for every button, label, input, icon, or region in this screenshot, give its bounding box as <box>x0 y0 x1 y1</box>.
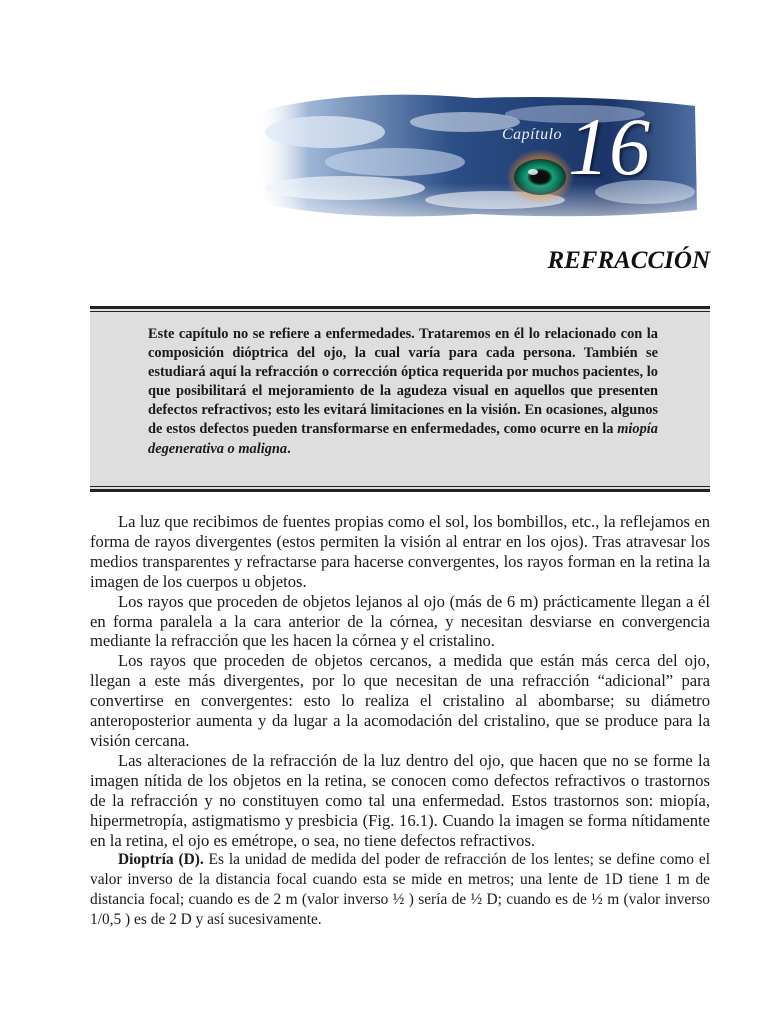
definition-paragraph <box>90 850 710 930</box>
chapter-number: 16 <box>568 101 650 192</box>
definition-term: Dioptría (D). <box>118 851 204 869</box>
definition-text: Es la unidad de medida del poder de refracción de los lentes; se define como el valor inverso de la distancia focal cuando esta se mide en metros; una lente de 1D tiene 1 m de distancia focal; cuando es de 2 m (valor inverso ½ ) sería de ½ D; cuando es de ½ m (valor inverso 1/0,5 ) es de 2 D y así sucesivamente. <box>90 851 710 929</box>
abstract-italic-term: miopía degenerativa o maligna <box>148 421 658 457</box>
abstract-paragraph <box>148 325 658 459</box>
body-paragraph: La luz que recibimos de fuentes propias como el sol, los bombillos, etc., la reflejamos en forma de rayos divergentes (estos permiten la visión al entrar en los ojos). Tras atravesar los medios transparentes y refractarse para hacerse convergentes, los rayos forman en la retina la imagen de los cuerpos u objetos. <box>90 512 710 591</box>
abstract-text: Este capítulo no se refiere a enfermedades. Trataremos en él lo relacionado con la composición dióptrica del ojo, la cual varía para cada persona. También se estudiará aquí la refracción o corrección óptica requerida por muchos pacientes, lo que posibilitará el mejoramiento de la agudeza visual en aquellos que presenten defectos refractivos; esto les evitará limitaciones en la visión. En ocasiones, algunos de estos defectos pueden transformarse en enfermedades, como ocurre en la <box>148 326 658 438</box>
body-paragraph: Las alteraciones de la refracción de la luz dentro del ojo, que hacen que no se forme la imagen nítida de los objetos en la retina, se conocen como defectos refractivos o trastornos de la refracción y no constituyen como tal una enfermedad. Estos trastornos son: miopía, hipermetropía, astigmatismo y presbicia (Fig. 16.1). Cuando la imagen se forma nítidamente en la retina, el ojo es emétrope, o sea, no tiene defectos refractivos. <box>90 750 710 850</box>
chapter-title: REFRACCIÓN <box>547 247 710 274</box>
abstract-period: . <box>287 440 291 457</box>
body-paragraph: Los rayos que proceden de objetos cercanos, a medida que están más cerca del ojo, llegan a este más divergentes, por lo que necesitan de una refracción “adicional” para convertirse en convergentes: esto lo realiza el cristalino al abombarse; su diámetro anteroposterior aumenta y da lugar a la acomodación del cristalino, que se produce para la visión cercana. <box>90 651 710 750</box>
body-paragraph: Los rayos que proceden de objetos lejanos al ojo (más de 6 m) prácticamente llegan a él en forma paralela a la cara anterior de la córnea, y necesitan desviarse en convergencia mediante la refracción que les hacen la córnea y el cristalino. <box>90 591 710 651</box>
body-text <box>90 512 710 930</box>
chapter-label: Capítulo <box>502 126 563 143</box>
chapter-abstract-box <box>90 306 710 492</box>
